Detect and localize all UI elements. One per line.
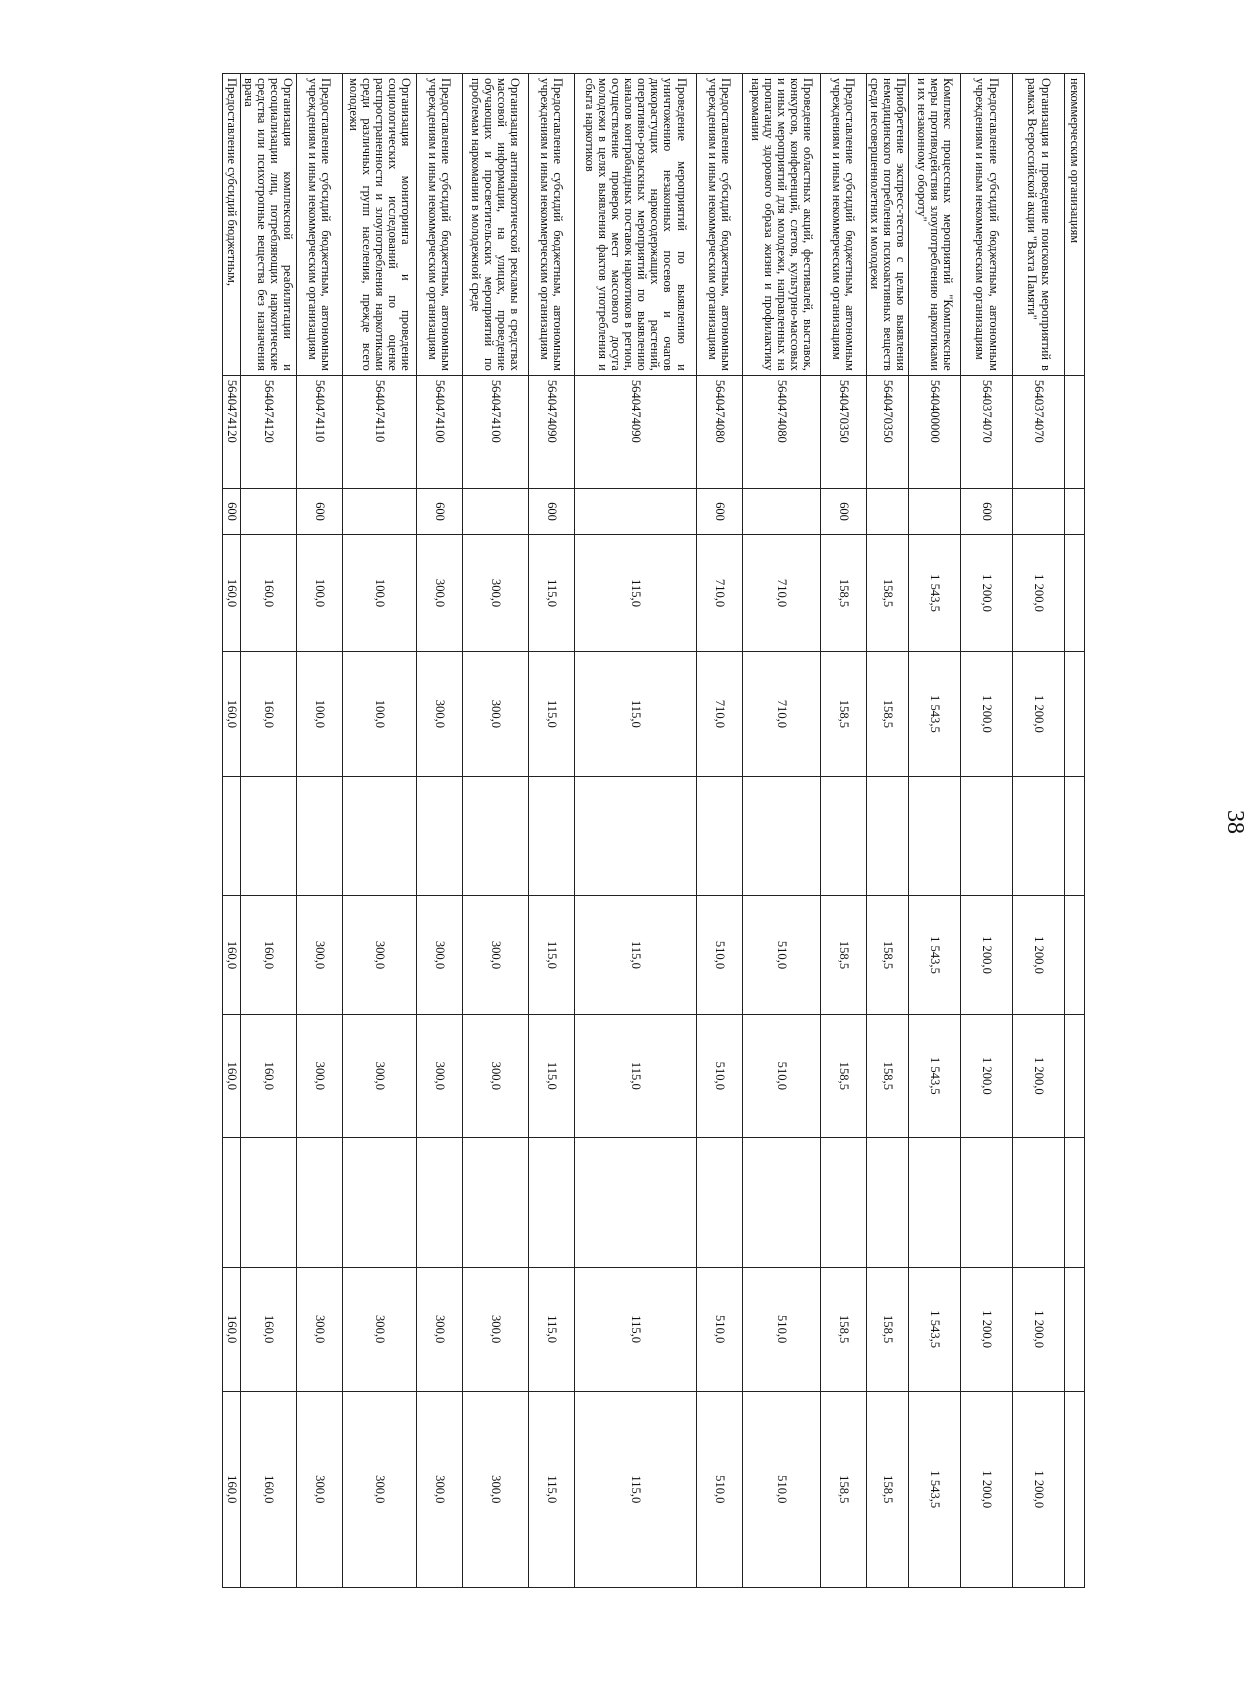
row-amount-cell bbox=[1065, 535, 1085, 652]
table-row bbox=[1013, 74, 1065, 1588]
row-amount-cell: 300,0 bbox=[296, 895, 342, 1014]
row-name-cell: Проведение областных акций, фестивалей, выставок, конкурсов, конференций, слетов, культурно-массовых и иных мероприятий для молодежи, направленных на пропаганду здорового образа жизни и профилактику наркомании bbox=[742, 74, 820, 376]
row-amount-cell: 510,0 bbox=[696, 1014, 742, 1137]
table-row bbox=[342, 74, 416, 1588]
row-amount-cell: 1 543,5 bbox=[909, 895, 961, 1014]
row-code-cell: 5640474080 bbox=[742, 375, 820, 488]
row-amount-cell: 300,0 bbox=[342, 1391, 416, 1587]
row-name-cell: Приобретение экспресс-тестов с целью выявления немедицинского потребления психоактивных веществ среди несовершеннолетних и молодежи bbox=[866, 74, 908, 376]
row-amount-cell: 510,0 bbox=[742, 1391, 820, 1587]
row-vr-cell: 600 bbox=[961, 488, 1013, 535]
row-amount-cell: 100,0 bbox=[296, 535, 342, 652]
row-amount-cell: 1 200,0 bbox=[1013, 895, 1065, 1014]
row-amount-cell: 710,0 bbox=[742, 535, 820, 652]
row-amount-cell bbox=[961, 776, 1013, 895]
row-amount-cell: 300,0 bbox=[462, 895, 528, 1014]
row-amount-cell: 300,0 bbox=[462, 651, 528, 776]
row-code-cell: 5640474120 bbox=[240, 375, 296, 488]
row-amount-cell: 710,0 bbox=[742, 651, 820, 776]
row-code-cell: 5640470350 bbox=[820, 375, 866, 488]
row-vr-cell bbox=[574, 488, 696, 535]
row-amount-cell bbox=[342, 1137, 416, 1267]
row-amount-cell bbox=[528, 776, 574, 895]
row-amount-cell: 160,0 bbox=[222, 1391, 240, 1587]
row-amount-cell: 300,0 bbox=[296, 1014, 342, 1137]
row-vr-cell: 600 bbox=[820, 488, 866, 535]
row-amount-cell: 160,0 bbox=[222, 895, 240, 1014]
row-amount-cell: 300,0 bbox=[462, 1391, 528, 1587]
table-row bbox=[961, 74, 1013, 1588]
row-code-cell: 5640470350 bbox=[866, 375, 908, 488]
row-amount-cell bbox=[222, 776, 240, 895]
row-name-cell: Организация антинаркотической рекламы в средствах массовой информации, на улицах, проведение обучающих и просветительских мероприятий по проблемам наркомании в молодежной среде bbox=[462, 74, 528, 376]
row-amount-cell bbox=[528, 1137, 574, 1267]
row-amount-cell: 158,5 bbox=[866, 535, 908, 652]
row-vr-cell bbox=[1013, 488, 1065, 535]
row-amount-cell: 158,5 bbox=[820, 1391, 866, 1587]
row-amount-cell bbox=[866, 776, 908, 895]
row-vr-cell bbox=[462, 488, 528, 535]
row-amount-cell: 1 200,0 bbox=[1013, 1267, 1065, 1391]
row-amount-cell: 115,0 bbox=[528, 651, 574, 776]
row-amount-cell: 160,0 bbox=[222, 1014, 240, 1137]
row-code-cell: 5640400000 bbox=[909, 375, 961, 488]
row-amount-cell: 300,0 bbox=[416, 895, 462, 1014]
row-amount-cell: 1 200,0 bbox=[961, 895, 1013, 1014]
row-amount-cell bbox=[696, 776, 742, 895]
row-amount-cell: 160,0 bbox=[240, 651, 296, 776]
row-amount-cell: 510,0 bbox=[696, 895, 742, 1014]
row-amount-cell bbox=[240, 776, 296, 895]
row-amount-cell bbox=[1065, 1267, 1085, 1391]
row-amount-cell: 510,0 bbox=[742, 1014, 820, 1137]
row-amount-cell bbox=[1065, 1391, 1085, 1587]
row-name-cell: Организация и проведение поисковых мероприятий в рамках Всероссийской акции "Вахта Памяти" bbox=[1013, 74, 1065, 376]
row-code-cell: 5640474080 bbox=[696, 375, 742, 488]
row-amount-cell: 115,0 bbox=[528, 895, 574, 1014]
row-code-cell: 5640474090 bbox=[574, 375, 696, 488]
row-amount-cell bbox=[1013, 776, 1065, 895]
table-row bbox=[696, 74, 742, 1588]
row-amount-cell: 158,5 bbox=[820, 1014, 866, 1137]
row-amount-cell bbox=[961, 1137, 1013, 1267]
row-amount-cell: 1 543,5 bbox=[909, 651, 961, 776]
row-amount-cell: 100,0 bbox=[342, 535, 416, 652]
row-vr-cell bbox=[240, 488, 296, 535]
row-amount-cell: 1 543,5 bbox=[909, 1267, 961, 1391]
row-name-cell: Предоставление субсидий бюджетным, автономным учреждениям и иным некоммерческим организациям bbox=[528, 74, 574, 376]
row-amount-cell: 160,0 bbox=[222, 535, 240, 652]
row-amount-cell: 1 200,0 bbox=[1013, 651, 1065, 776]
row-amount-cell: 1 200,0 bbox=[961, 1391, 1013, 1587]
row-amount-cell: 115,0 bbox=[528, 1014, 574, 1137]
row-amount-cell: 300,0 bbox=[462, 1014, 528, 1137]
row-code-cell: 5640474110 bbox=[296, 375, 342, 488]
row-amount-cell: 160,0 bbox=[240, 535, 296, 652]
row-amount-cell: 510,0 bbox=[742, 895, 820, 1014]
row-amount-cell bbox=[574, 1137, 696, 1267]
row-vr-cell: 600 bbox=[222, 488, 240, 535]
row-vr-cell bbox=[1065, 488, 1085, 535]
table-row bbox=[416, 74, 462, 1588]
row-amount-cell bbox=[416, 1137, 462, 1267]
row-amount-cell: 710,0 bbox=[696, 651, 742, 776]
row-amount-cell: 300,0 bbox=[462, 535, 528, 652]
row-amount-cell: 158,5 bbox=[866, 895, 908, 1014]
table-row bbox=[742, 74, 820, 1588]
row-amount-cell: 1 200,0 bbox=[1013, 535, 1065, 652]
row-amount-cell: 158,5 bbox=[820, 651, 866, 776]
row-amount-cell bbox=[1065, 895, 1085, 1014]
row-amount-cell: 160,0 bbox=[240, 1014, 296, 1137]
row-amount-cell bbox=[696, 1137, 742, 1267]
row-amount-cell bbox=[820, 1137, 866, 1267]
row-amount-cell: 160,0 bbox=[222, 1267, 240, 1391]
row-amount-cell: 300,0 bbox=[462, 1267, 528, 1391]
row-amount-cell bbox=[1065, 651, 1085, 776]
row-amount-cell: 300,0 bbox=[342, 895, 416, 1014]
row-amount-cell: 710,0 bbox=[696, 535, 742, 652]
row-amount-cell: 158,5 bbox=[820, 895, 866, 1014]
row-amount-cell: 300,0 bbox=[416, 1391, 462, 1587]
row-amount-cell bbox=[1065, 1137, 1085, 1267]
row-amount-cell: 1 200,0 bbox=[961, 651, 1013, 776]
row-vr-cell: 600 bbox=[696, 488, 742, 535]
row-name-cell: Предоставление субсидий бюджетным, автономным учреждениям и иным некоммерческим организациям bbox=[961, 74, 1013, 376]
row-code-cell: 5640474110 bbox=[342, 375, 416, 488]
row-amount-cell: 1 200,0 bbox=[961, 1014, 1013, 1137]
row-code-cell: 5640474090 bbox=[528, 375, 574, 488]
row-vr-cell bbox=[342, 488, 416, 535]
row-name-cell: Предоставление субсидий бюджетным, автономным учреждениям и иным некоммерческим организациям bbox=[696, 74, 742, 376]
row-amount-cell bbox=[1065, 776, 1085, 895]
row-amount-cell: 510,0 bbox=[742, 1267, 820, 1391]
row-amount-cell: 115,0 bbox=[574, 651, 696, 776]
row-amount-cell: 300,0 bbox=[296, 1391, 342, 1587]
table-row bbox=[528, 74, 574, 1588]
row-amount-cell: 1 543,5 bbox=[909, 1014, 961, 1137]
row-amount-cell: 300,0 bbox=[342, 1267, 416, 1391]
row-amount-cell bbox=[342, 776, 416, 895]
row-code-cell: 5640374070 bbox=[1013, 375, 1065, 488]
row-amount-cell bbox=[909, 776, 961, 895]
row-name-cell: Комплекс процессных мероприятий "Комплексные меры противодействия злоупотреблению наркотиками и их незаконному обороту" bbox=[909, 74, 961, 376]
row-amount-cell bbox=[462, 1137, 528, 1267]
row-amount-cell: 300,0 bbox=[416, 1267, 462, 1391]
row-amount-cell: 115,0 bbox=[574, 895, 696, 1014]
row-amount-cell bbox=[222, 1137, 240, 1267]
table-row bbox=[574, 74, 696, 1588]
table-row bbox=[296, 74, 342, 1588]
row-amount-cell bbox=[866, 1137, 908, 1267]
row-amount-cell: 115,0 bbox=[574, 1014, 696, 1137]
row-amount-cell: 158,5 bbox=[866, 651, 908, 776]
row-vr-cell bbox=[742, 488, 820, 535]
row-amount-cell: 160,0 bbox=[222, 651, 240, 776]
row-amount-cell: 115,0 bbox=[528, 1267, 574, 1391]
table-row bbox=[909, 74, 961, 1588]
row-amount-cell bbox=[1065, 1014, 1085, 1137]
row-amount-cell: 158,5 bbox=[866, 1391, 908, 1587]
row-amount-cell bbox=[742, 776, 820, 895]
row-code-cell: 5640474100 bbox=[462, 375, 528, 488]
row-name-cell: Предоставление субсидий бюджетным, автономным учреждениям и иным некоммерческим организациям bbox=[820, 74, 866, 376]
row-code-cell: 5640374070 bbox=[961, 375, 1013, 488]
row-amount-cell: 300,0 bbox=[416, 1014, 462, 1137]
row-code-cell: 5640474120 bbox=[222, 375, 240, 488]
row-amount-cell: 115,0 bbox=[574, 1267, 696, 1391]
row-vr-cell: 600 bbox=[296, 488, 342, 535]
row-amount-cell: 300,0 bbox=[416, 535, 462, 652]
row-amount-cell: 160,0 bbox=[240, 1391, 296, 1587]
row-amount-cell bbox=[574, 776, 696, 895]
row-amount-cell: 1 200,0 bbox=[961, 535, 1013, 652]
table-row bbox=[222, 74, 240, 1588]
row-name-cell: Предоставление субсидий бюджетным, автономным учреждениям и иным некоммерческим организациям bbox=[416, 74, 462, 376]
row-amount-cell bbox=[240, 1137, 296, 1267]
row-name-cell: Организация мониторинга и проведение социологических исследований по оценке распространенности и злоупотребления наркотиками среди различных групп населения, прежде всего молодежи bbox=[342, 74, 416, 376]
row-amount-cell: 115,0 bbox=[574, 535, 696, 652]
row-amount-cell: 1 543,5 bbox=[909, 1391, 961, 1587]
row-amount-cell: 158,5 bbox=[820, 1267, 866, 1391]
row-amount-cell: 100,0 bbox=[296, 651, 342, 776]
row-amount-cell: 510,0 bbox=[696, 1391, 742, 1587]
row-amount-cell: 100,0 bbox=[342, 651, 416, 776]
table-row bbox=[866, 74, 908, 1588]
row-amount-cell bbox=[416, 776, 462, 895]
row-amount-cell: 115,0 bbox=[528, 535, 574, 652]
row-amount-cell bbox=[742, 1137, 820, 1267]
row-amount-cell: 1 200,0 bbox=[1013, 1014, 1065, 1137]
row-amount-cell: 300,0 bbox=[416, 651, 462, 776]
row-amount-cell: 300,0 bbox=[296, 1267, 342, 1391]
table-row bbox=[1065, 74, 1085, 1588]
row-amount-cell bbox=[1013, 1137, 1065, 1267]
table-row bbox=[462, 74, 528, 1588]
row-amount-cell bbox=[462, 776, 528, 895]
row-amount-cell: 160,0 bbox=[240, 1267, 296, 1391]
row-amount-cell bbox=[820, 776, 866, 895]
row-name-cell: некоммерческим организациям bbox=[1065, 74, 1085, 376]
row-vr-cell bbox=[909, 488, 961, 535]
row-amount-cell: 160,0 bbox=[240, 895, 296, 1014]
row-code-cell: 5640474100 bbox=[416, 375, 462, 488]
row-vr-cell: 600 bbox=[416, 488, 462, 535]
row-amount-cell: 300,0 bbox=[342, 1014, 416, 1137]
row-amount-cell: 158,5 bbox=[866, 1267, 908, 1391]
row-name-cell: Организация комплексной реабилитации и ресоциализации лиц, потребляющих наркотические средства или психотропные вещества без назначения врача bbox=[240, 74, 296, 376]
table-row bbox=[240, 74, 296, 1588]
row-amount-cell bbox=[296, 776, 342, 895]
row-name-cell: Предоставление субсидий бюджетным, автономным учреждениям и иным некоммерческим организациям bbox=[296, 74, 342, 376]
table-row bbox=[820, 74, 866, 1588]
budget-table bbox=[222, 73, 1085, 1588]
row-code-cell bbox=[1065, 375, 1085, 488]
row-name-cell: Проведение мероприятий по выявлению и уничтожению незаконных посевов и очагов дикорастущих наркосодержащих растений, оперативно-розыскных мероприятий по выявлению каналов контрабандных поставок наркотиков в регион, осуществление проверок мест массового досуга молодежи в целях выявления фактов употребления и сбыта наркотиков bbox=[574, 74, 696, 376]
row-vr-cell: 600 bbox=[528, 488, 574, 535]
row-amount-cell: 115,0 bbox=[528, 1391, 574, 1587]
row-amount-cell bbox=[296, 1137, 342, 1267]
row-amount-cell: 1 200,0 bbox=[961, 1267, 1013, 1391]
row-amount-cell: 1 200,0 bbox=[1013, 1391, 1065, 1587]
row-amount-cell: 158,5 bbox=[820, 535, 866, 652]
row-name-cell: Предоставление субсидий бюджетным, bbox=[222, 74, 240, 376]
row-vr-cell bbox=[866, 488, 908, 535]
page-number: 38 bbox=[1222, 810, 1248, 834]
row-amount-cell: 510,0 bbox=[696, 1267, 742, 1391]
row-amount-cell bbox=[909, 1137, 961, 1267]
row-amount-cell: 1 543,5 bbox=[909, 535, 961, 652]
row-amount-cell: 158,5 bbox=[866, 1014, 908, 1137]
row-amount-cell: 115,0 bbox=[574, 1391, 696, 1587]
